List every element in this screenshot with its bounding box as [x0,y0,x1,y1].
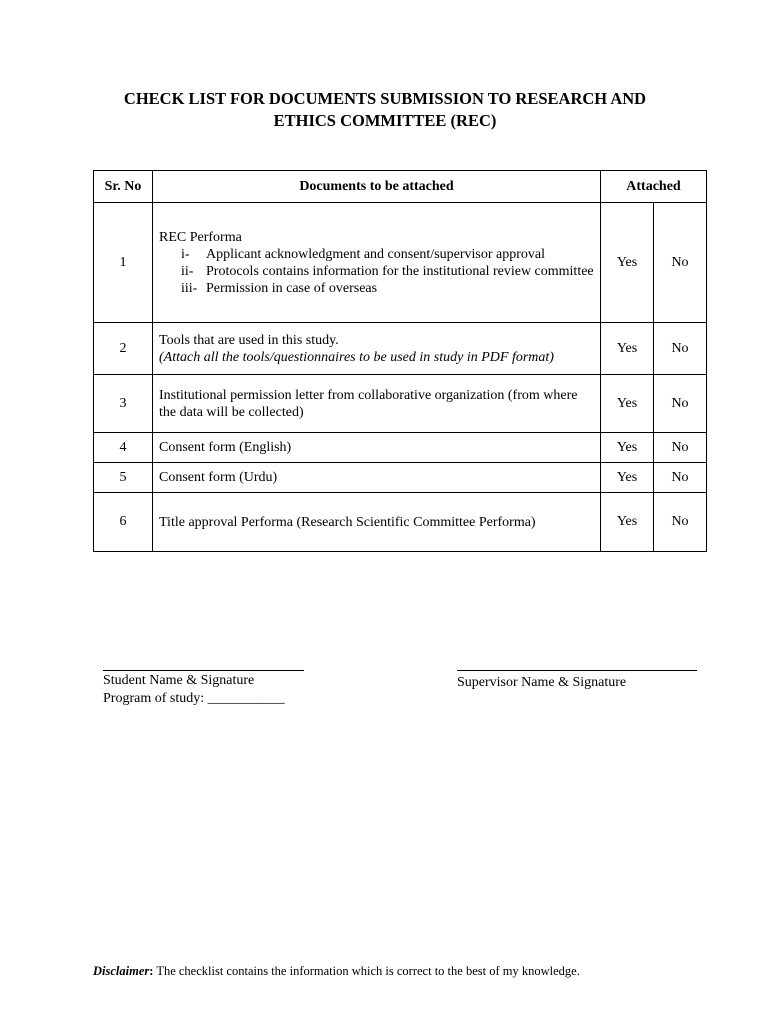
sub-item [159,246,594,263]
yes-cell[interactable]: Yes [601,433,654,463]
table-row [94,323,707,375]
document-cell [153,493,601,552]
no-cell[interactable]: No [654,375,707,433]
document-cell [153,323,601,375]
student-signature-line [103,670,304,671]
header-documents: Documents to be attached [153,171,601,203]
student-signature-label: Student Name & Signature [103,673,255,688]
yes-cell[interactable]: Yes [601,323,654,375]
sr-cell: 5 [94,463,153,493]
sub-item-text: Protocols contains information for the institutional review committee [206,263,594,279]
table-header-row [94,171,707,203]
document-cell [153,463,601,493]
no-cell[interactable]: No [654,463,707,493]
sub-item [159,280,594,297]
sub-item-number: ii- [181,263,194,279]
sub-item-number: iii- [181,280,198,296]
yes-cell[interactable]: Yes [601,463,654,493]
table-row [94,433,707,463]
document-cell [153,433,601,463]
table-row [94,203,707,323]
document-title [60,88,710,132]
sr-cell: 1 [94,203,153,323]
no-cell[interactable]: No [654,493,707,552]
disclaimer-text: The checklist contains the information which is correct to the best of my knowledge. [153,964,580,978]
supervisor-signature-label: Supervisor Name & Signature [457,675,627,690]
no-cell[interactable]: No [654,203,707,323]
document-title-text: Institutional permission letter from collaborative organization (from where the data will be collected) [159,387,578,420]
checklist-table [93,170,707,552]
supervisor-signature-line [457,670,697,671]
document-title-text: Title approval Performa (Research Scientific Committee Performa) [159,514,536,530]
sub-item [159,263,594,280]
header-attached: Attached [601,171,707,203]
sr-cell: 6 [94,493,153,552]
document-cell [153,375,601,433]
sr-cell: 2 [94,323,153,375]
yes-cell[interactable]: Yes [601,375,654,433]
table-row [94,375,707,433]
document-title-text: REC Performa [159,229,242,245]
header-sr-no: Sr. No [94,171,153,203]
disclaimer [93,964,580,979]
sr-cell: 4 [94,433,153,463]
document-note-text: (Attach all the tools/questionnaires to be used in study in PDF format) [159,349,554,365]
document-title-text: Consent form (English) [159,440,292,455]
title-line-2: ETHICS COMMITTEE (REC) [273,111,497,130]
program-of-study-label: Program of study: ___________ [103,691,285,706]
title-line-1: CHECK LIST FOR DOCUMENTS SUBMISSION TO RESEARCH AND [123,89,647,108]
document-title-text: Consent form (Urdu) [159,470,278,485]
yes-cell[interactable]: Yes [601,203,654,323]
disclaimer-label: Disclaimer [93,964,150,978]
sub-item-text: Applicant acknowledgment and consent/supervisor approval [206,246,546,262]
sr-cell: 3 [94,375,153,433]
no-cell[interactable]: No [654,433,707,463]
yes-cell[interactable]: Yes [601,493,654,552]
sub-item-text: Permission in case of overseas [206,280,378,296]
table-row [94,463,707,493]
document-cell [153,203,601,323]
table-row [94,493,707,552]
no-cell[interactable]: No [654,323,707,375]
sub-item-number: i- [181,246,190,262]
document-title-text: Tools that are used in this study. [159,332,339,348]
disclaimer-colon: : [149,964,154,978]
